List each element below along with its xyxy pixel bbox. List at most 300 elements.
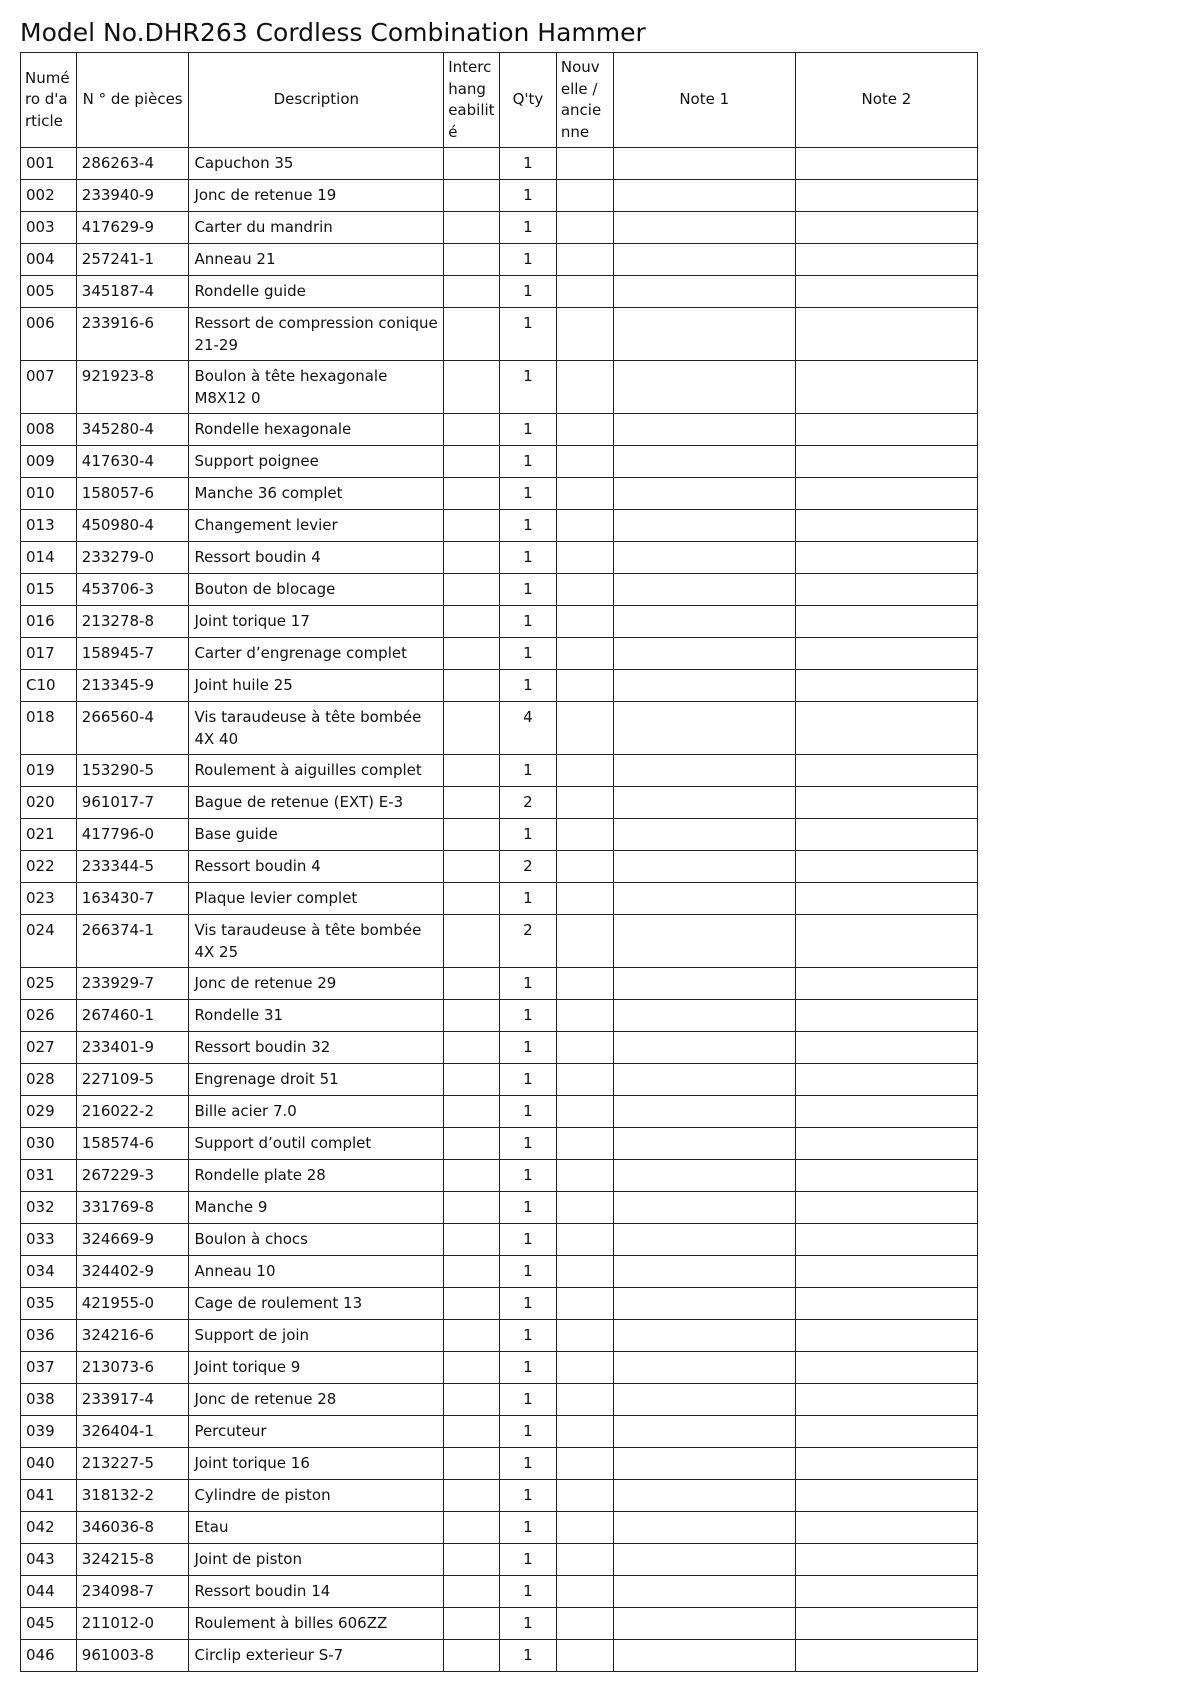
new-old-cell [556,851,613,883]
table-row [21,670,978,702]
part-number-cell: 324216-6 [76,1320,189,1352]
item-number-cell: 024 [21,915,77,968]
new-old-cell [556,510,613,542]
item-number-cell: 008 [21,414,77,446]
note-2-cell [795,148,977,180]
note-2-cell [795,1160,977,1192]
interchangeability-cell [444,1160,500,1192]
interchangeability-cell [444,702,500,755]
description-cell: Support de join [189,1320,444,1352]
table-row [21,212,978,244]
note-1-cell [613,1256,795,1288]
note-2-cell [795,1064,977,1096]
new-old-cell [556,1352,613,1384]
header-item-number: Numé ro d'a rticle [21,53,77,148]
note-1-cell [613,1416,795,1448]
note-2-cell [795,638,977,670]
note-2-cell [795,542,977,574]
new-old-cell [556,915,613,968]
item-number-cell: C10 [21,670,77,702]
note-1-cell [613,1032,795,1064]
note-1-cell [613,787,795,819]
item-number-cell: 021 [21,819,77,851]
note-1-cell [613,755,795,787]
description-cell: Rondelle plate 28 [189,1160,444,1192]
new-old-cell [556,446,613,478]
note-1-cell [613,148,795,180]
part-number-cell: 233916-6 [76,308,189,361]
item-number-cell: 018 [21,702,77,755]
item-number-cell: 044 [21,1576,77,1608]
note-2-cell [795,244,977,276]
table-header-row [21,53,978,148]
note-2-cell [795,1000,977,1032]
part-number-cell: 417796-0 [76,819,189,851]
part-number-cell: 417630-4 [76,446,189,478]
table-row [21,1384,978,1416]
item-number-cell: 001 [21,148,77,180]
interchangeability-cell [444,968,500,1000]
note-1-cell [613,478,795,510]
interchangeability-cell [444,1256,500,1288]
quantity-cell: 1 [500,1544,557,1576]
quantity-cell: 1 [500,1352,557,1384]
note-2-cell [795,1640,977,1672]
item-number-cell: 005 [21,276,77,308]
new-old-cell [556,1512,613,1544]
note-1-cell [613,1128,795,1160]
item-number-cell: 046 [21,1640,77,1672]
item-number-cell: 007 [21,361,77,414]
header-quantity: Q'ty [500,53,557,148]
description-cell: Base guide [189,819,444,851]
quantity-cell: 1 [500,1064,557,1096]
new-old-cell [556,1192,613,1224]
new-old-cell [556,702,613,755]
description-cell: Manche 9 [189,1192,444,1224]
header-note-1: Note 1 [613,53,795,148]
item-number-cell: 023 [21,883,77,915]
description-cell: Ressort boudin 4 [189,851,444,883]
interchangeability-cell [444,276,500,308]
interchangeability-cell [444,1192,500,1224]
table-row [21,1416,978,1448]
note-1-cell [613,1288,795,1320]
item-number-cell: 045 [21,1608,77,1640]
part-number-cell: 921923-8 [76,361,189,414]
note-2-cell [795,1256,977,1288]
item-number-cell: 032 [21,1192,77,1224]
note-1-cell [613,1064,795,1096]
description-cell: Changement levier [189,510,444,542]
description-cell: Jonc de retenue 19 [189,180,444,212]
new-old-cell [556,361,613,414]
description-cell: Plaque levier complet [189,883,444,915]
item-number-cell: 030 [21,1128,77,1160]
part-number-cell: 266374-1 [76,915,189,968]
item-number-cell: 009 [21,446,77,478]
part-number-cell: 961017-7 [76,787,189,819]
interchangeability-cell [444,1512,500,1544]
description-cell: Manche 36 complet [189,478,444,510]
table-row [21,1000,978,1032]
table-row [21,1544,978,1576]
table-row [21,542,978,574]
note-1-cell [613,414,795,446]
quantity-cell: 1 [500,1480,557,1512]
quantity-cell: 1 [500,244,557,276]
new-old-cell [556,308,613,361]
table-row [21,574,978,606]
table-row [21,819,978,851]
description-cell: Bague de retenue (EXT) E-3 [189,787,444,819]
description-cell: Carter du mandrin [189,212,444,244]
note-2-cell [795,1128,977,1160]
note-2-cell [795,915,977,968]
interchangeability-cell [444,1608,500,1640]
description-cell: Bille acier 7.0 [189,1096,444,1128]
quantity-cell: 1 [500,1288,557,1320]
note-2-cell [795,1032,977,1064]
quantity-cell: 1 [500,755,557,787]
new-old-cell [556,883,613,915]
note-2-cell [795,1608,977,1640]
table-row [21,702,978,755]
note-1-cell [613,1480,795,1512]
new-old-cell [556,1544,613,1576]
part-number-cell: 163430-7 [76,883,189,915]
item-number-cell: 040 [21,1448,77,1480]
header-note-2: Note 2 [795,53,977,148]
quantity-cell: 1 [500,1640,557,1672]
new-old-cell [556,148,613,180]
page-title: Model No.DHR263 Cordless Combination Hammer [20,18,646,47]
part-number-cell: 286263-4 [76,148,189,180]
quantity-cell: 1 [500,1032,557,1064]
new-old-cell [556,1640,613,1672]
item-number-cell: 038 [21,1384,77,1416]
quantity-cell: 1 [500,574,557,606]
part-number-cell: 233929-7 [76,968,189,1000]
note-2-cell [795,755,977,787]
table-row [21,1224,978,1256]
table-row [21,1512,978,1544]
table-row [21,1256,978,1288]
header-description: Description [189,53,444,148]
item-number-cell: 019 [21,755,77,787]
table-row [21,308,978,361]
new-old-cell [556,787,613,819]
note-2-cell [795,212,977,244]
description-cell: Anneau 10 [189,1256,444,1288]
description-cell: Carter d’engrenage complet [189,638,444,670]
new-old-cell [556,414,613,446]
item-number-cell: 027 [21,1032,77,1064]
note-2-cell [795,1288,977,1320]
part-number-cell: 233279-0 [76,542,189,574]
new-old-cell [556,1416,613,1448]
item-number-cell: 043 [21,1544,77,1576]
table-row [21,915,978,968]
new-old-cell [556,968,613,1000]
item-number-cell: 014 [21,542,77,574]
quantity-cell: 1 [500,1416,557,1448]
quantity-cell: 1 [500,1608,557,1640]
note-2-cell [795,1416,977,1448]
item-number-cell: 003 [21,212,77,244]
description-cell: Support d’outil complet [189,1128,444,1160]
description-cell: Jonc de retenue 29 [189,968,444,1000]
new-old-cell [556,478,613,510]
interchangeability-cell [444,787,500,819]
note-2-cell [795,308,977,361]
quantity-cell: 1 [500,542,557,574]
interchangeability-cell [444,1064,500,1096]
quantity-cell: 1 [500,1448,557,1480]
interchangeability-cell [444,361,500,414]
quantity-cell: 2 [500,787,557,819]
note-1-cell [613,1192,795,1224]
part-number-cell: 453706-3 [76,574,189,606]
part-number-cell: 345280-4 [76,414,189,446]
quantity-cell: 1 [500,819,557,851]
interchangeability-cell [444,1224,500,1256]
description-cell: Circlip exterieur S-7 [189,1640,444,1672]
description-cell: Joint torique 17 [189,606,444,638]
part-number-cell: 961003-8 [76,1640,189,1672]
interchangeability-cell [444,883,500,915]
interchangeability-cell [444,414,500,446]
item-number-cell: 037 [21,1352,77,1384]
table-row [21,1160,978,1192]
item-number-cell: 025 [21,968,77,1000]
new-old-cell [556,1480,613,1512]
note-1-cell [613,1384,795,1416]
note-1-cell [613,638,795,670]
part-number-cell: 233401-9 [76,1032,189,1064]
part-number-cell: 267229-3 [76,1160,189,1192]
table-row [21,1096,978,1128]
description-cell: Joint torique 16 [189,1448,444,1480]
description-cell: Ressort boudin 32 [189,1032,444,1064]
item-number-cell: 028 [21,1064,77,1096]
quantity-cell: 1 [500,361,557,414]
item-number-cell: 034 [21,1256,77,1288]
note-2-cell [795,1096,977,1128]
new-old-cell [556,212,613,244]
new-old-cell [556,244,613,276]
note-2-cell [795,510,977,542]
note-2-cell [795,276,977,308]
quantity-cell: 1 [500,414,557,446]
interchangeability-cell [444,244,500,276]
table-row [21,1352,978,1384]
part-number-cell: 211012-0 [76,1608,189,1640]
item-number-cell: 042 [21,1512,77,1544]
new-old-cell [556,1032,613,1064]
quantity-cell: 1 [500,670,557,702]
part-number-cell: 233917-4 [76,1384,189,1416]
description-cell: Bouton de blocage [189,574,444,606]
note-1-cell [613,212,795,244]
note-1-cell [613,1000,795,1032]
item-number-cell: 016 [21,606,77,638]
note-2-cell [795,1352,977,1384]
quantity-cell: 1 [500,638,557,670]
item-number-cell: 026 [21,1000,77,1032]
note-1-cell [613,819,795,851]
note-1-cell [613,1576,795,1608]
note-1-cell [613,361,795,414]
note-2-cell [795,702,977,755]
item-number-cell: 006 [21,308,77,361]
part-number-cell: 158574-6 [76,1128,189,1160]
interchangeability-cell [444,1032,500,1064]
note-1-cell [613,1512,795,1544]
note-2-cell [795,1192,977,1224]
interchangeability-cell [444,1640,500,1672]
interchangeability-cell [444,819,500,851]
quantity-cell: 1 [500,1576,557,1608]
item-number-cell: 031 [21,1160,77,1192]
note-1-cell [613,180,795,212]
table-row [21,755,978,787]
note-1-cell [613,1544,795,1576]
item-number-cell: 010 [21,478,77,510]
description-cell: Rondelle 31 [189,1000,444,1032]
header-part-number: N ° de pièces [76,53,189,148]
part-number-cell: 158945-7 [76,638,189,670]
new-old-cell [556,638,613,670]
interchangeability-cell [444,1448,500,1480]
new-old-cell [556,276,613,308]
part-number-cell: 331769-8 [76,1192,189,1224]
interchangeability-cell [444,1352,500,1384]
quantity-cell: 1 [500,308,557,361]
table-row [21,148,978,180]
quantity-cell: 2 [500,915,557,968]
description-cell: Ressort boudin 14 [189,1576,444,1608]
new-old-cell [556,1000,613,1032]
interchangeability-cell [444,212,500,244]
note-1-cell [613,968,795,1000]
note-2-cell [795,1480,977,1512]
description-cell: Vis taraudeuse à tête bombée 4X 40 [189,702,444,755]
note-1-cell [613,1160,795,1192]
table-body [21,148,978,1672]
item-number-cell: 002 [21,180,77,212]
interchangeability-cell [444,478,500,510]
description-cell: Boulon à tête hexagonale M8X12 0 [189,361,444,414]
new-old-cell [556,1576,613,1608]
quantity-cell: 1 [500,1128,557,1160]
note-1-cell [613,883,795,915]
part-number-cell: 233344-5 [76,851,189,883]
table-row [21,244,978,276]
table-row [21,1640,978,1672]
description-cell: Engrenage droit 51 [189,1064,444,1096]
note-1-cell [613,1096,795,1128]
interchangeability-cell [444,638,500,670]
part-number-cell: 158057-6 [76,478,189,510]
note-2-cell [795,1512,977,1544]
note-2-cell [795,446,977,478]
new-old-cell [556,1096,613,1128]
new-old-cell [556,1128,613,1160]
note-1-cell [613,1352,795,1384]
part-number-cell: 417629-9 [76,212,189,244]
note-2-cell [795,574,977,606]
interchangeability-cell [444,915,500,968]
note-2-cell [795,361,977,414]
quantity-cell: 1 [500,883,557,915]
part-number-cell: 213227-5 [76,1448,189,1480]
new-old-cell [556,1224,613,1256]
interchangeability-cell [444,542,500,574]
part-number-cell: 234098-7 [76,1576,189,1608]
note-1-cell [613,574,795,606]
note-2-cell [795,414,977,446]
interchangeability-cell [444,180,500,212]
note-1-cell [613,851,795,883]
new-old-cell [556,180,613,212]
quantity-cell: 1 [500,1160,557,1192]
table-row [21,1576,978,1608]
description-cell: Support poignee [189,446,444,478]
interchangeability-cell [444,1576,500,1608]
note-2-cell [795,787,977,819]
interchangeability-cell [444,851,500,883]
note-1-cell [613,1608,795,1640]
part-number-cell: 346036-8 [76,1512,189,1544]
part-number-cell: 257241-1 [76,244,189,276]
note-2-cell [795,819,977,851]
new-old-cell [556,819,613,851]
new-old-cell [556,1448,613,1480]
quantity-cell: 1 [500,180,557,212]
new-old-cell [556,1288,613,1320]
description-cell: Jonc de retenue 28 [189,1384,444,1416]
part-number-cell: 324215-8 [76,1544,189,1576]
interchangeability-cell [444,446,500,478]
interchangeability-cell [444,755,500,787]
description-cell: Roulement à aiguilles complet [189,755,444,787]
quantity-cell: 1 [500,212,557,244]
table-row [21,883,978,915]
part-number-cell: 318132-2 [76,1480,189,1512]
description-cell: Joint huile 25 [189,670,444,702]
description-cell: Joint torique 9 [189,1352,444,1384]
table-row [21,510,978,542]
part-number-cell: 233940-9 [76,180,189,212]
table-row [21,1320,978,1352]
interchangeability-cell [444,1000,500,1032]
table-row [21,478,978,510]
part-number-cell: 324669-9 [76,1224,189,1256]
table-row [21,1064,978,1096]
note-2-cell [795,1384,977,1416]
quantity-cell: 1 [500,1000,557,1032]
item-number-cell: 015 [21,574,77,606]
new-old-cell [556,1064,613,1096]
parts-table [20,52,978,1672]
note-2-cell [795,180,977,212]
new-old-cell [556,1384,613,1416]
new-old-cell [556,1608,613,1640]
interchangeability-cell [444,1128,500,1160]
interchangeability-cell [444,148,500,180]
part-number-cell: 450980-4 [76,510,189,542]
